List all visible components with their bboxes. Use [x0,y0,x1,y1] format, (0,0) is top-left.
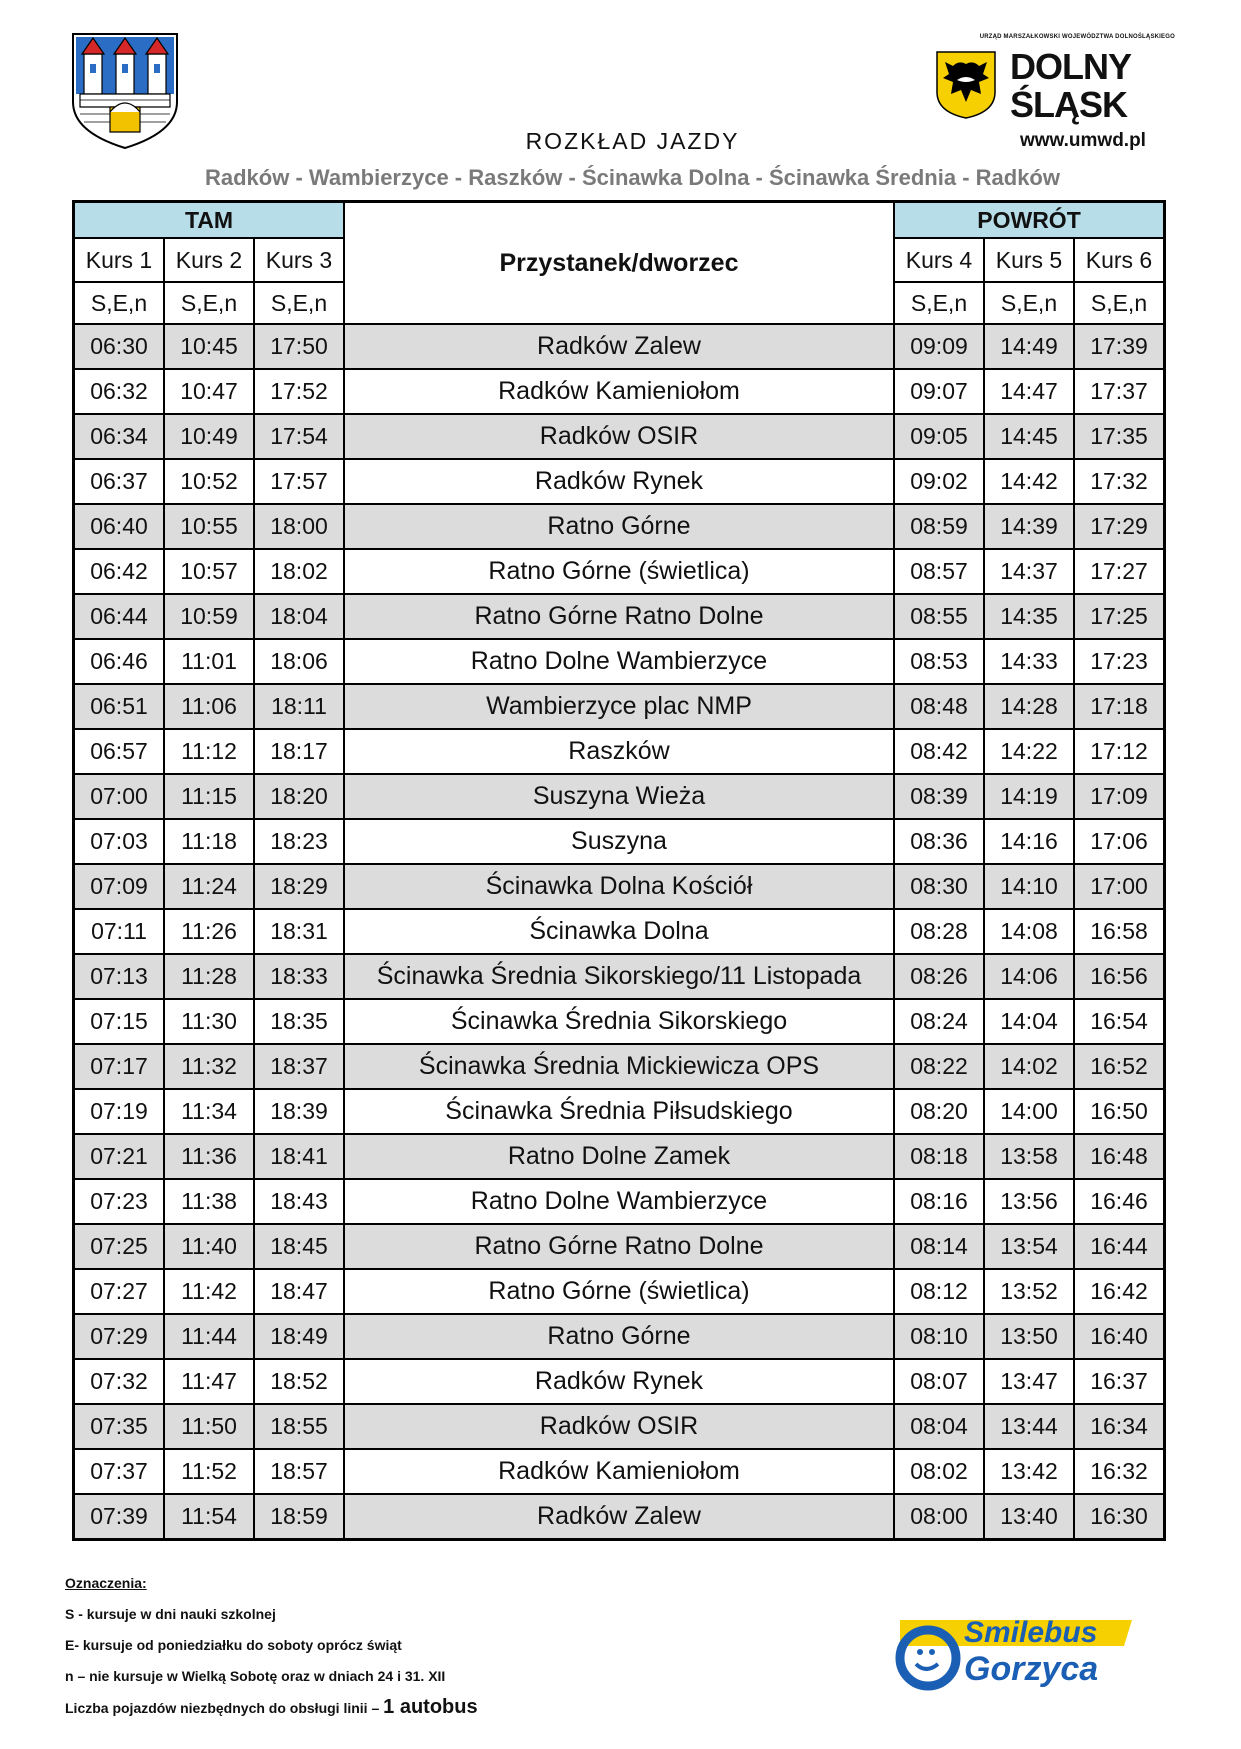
departure-time-cell: 10:55 [164,504,254,549]
departure-time-cell: 08:14 [894,1224,984,1269]
stop-name-cell: Ratno Górne Ratno Dolne [344,1224,894,1269]
page-title: ROZKŁAD JAZDY [525,128,740,154]
departure-time-cell: 07:32 [74,1359,165,1404]
departure-time-cell: 17:06 [1074,819,1165,864]
stop-name-cell: Ratno Dolne Zamek [344,1134,894,1179]
stop-name-cell: Ratno Górne (świetlica) [344,549,894,594]
departure-time-cell: 18:55 [254,1404,344,1449]
departure-time-cell: 17:37 [1074,369,1165,414]
departure-time-cell: 16:52 [1074,1044,1165,1089]
departure-time-cell: 18:47 [254,1269,344,1314]
departure-time-cell: 14:19 [984,774,1074,819]
stop-name-cell: Radków Kamieniołom [344,1449,894,1494]
departure-time-cell: 16:44 [1074,1224,1165,1269]
departure-time-cell: 16:37 [1074,1359,1165,1404]
departure-time-cell: 08:42 [894,729,984,774]
table-row [74,1494,1165,1540]
departure-time-cell: 11:36 [164,1134,254,1179]
departure-time-cell: 07:19 [74,1089,165,1134]
departure-time-cell: 14:49 [984,324,1074,369]
departure-time-cell: 08:30 [894,864,984,909]
departure-time-cell: 10:49 [164,414,254,459]
departure-time-cell: 14:02 [984,1044,1074,1089]
departure-time-cell: 18:17 [254,729,344,774]
departure-time-cell: 17:00 [1074,864,1165,909]
departure-time-cell: 18:52 [254,1359,344,1404]
kurs-2-header: Kurs 2 [164,238,254,282]
departure-time-cell: 17:39 [1074,324,1165,369]
departure-time-cell: 07:39 [74,1494,165,1540]
departure-time-cell: 07:27 [74,1269,165,1314]
stop-name-cell: Ratno Dolne Wambierzyce [344,1179,894,1224]
departure-time-cell: 16:48 [1074,1134,1165,1179]
powrot-header: POWRÓT [894,202,1165,239]
departure-time-cell: 17:57 [254,459,344,504]
departure-time-cell: 08:18 [894,1134,984,1179]
departure-time-cell: 11:54 [164,1494,254,1540]
departure-time-cell: 16:32 [1074,1449,1165,1494]
table-row [74,819,1165,864]
departure-time-cell: 08:00 [894,1494,984,1540]
smilebus-logo [892,1602,1137,1692]
departure-time-cell: 11:30 [164,999,254,1044]
departure-time-cell: 08:12 [894,1269,984,1314]
table-row [74,729,1165,774]
table-row [74,1134,1165,1179]
stop-name-cell: Ratno Górne (świetlica) [344,1269,894,1314]
table-row [74,1089,1165,1134]
legend-e: E- kursuje od poniedziałku do soboty oprócz świąt [65,1637,402,1653]
table-row [74,999,1165,1044]
departure-time-cell: 18:41 [254,1134,344,1179]
stop-name-cell: Ścinawka Średnia Piłsudskiego [344,1089,894,1134]
departure-time-cell: 06:57 [74,729,165,774]
stop-name-cell: Ratno Górne [344,1314,894,1359]
departure-time-cell: 08:24 [894,999,984,1044]
departure-time-cell: 14:37 [984,549,1074,594]
kurs-4-header: Kurs 4 [894,238,984,282]
departure-time-cell: 14:10 [984,864,1074,909]
departure-time-cell: 13:58 [984,1134,1074,1179]
departure-time-cell: 06:30 [74,324,165,369]
departure-time-cell: 14:06 [984,954,1074,999]
departure-time-cell: 11:52 [164,1449,254,1494]
departure-time-cell: 18:11 [254,684,344,729]
departure-time-cell: 14:47 [984,369,1074,414]
departure-time-cell: 18:37 [254,1044,344,1089]
table-row [74,1269,1165,1314]
departure-time-cell: 13:56 [984,1179,1074,1224]
legend-n: n – nie kursuje w Wielką Sobotę oraz w dniach 24 i 31. XII [65,1668,446,1684]
days-kurs-4: S,E,n [894,282,984,324]
departure-time-cell: 07:15 [74,999,165,1044]
departure-time-cell: 14:04 [984,999,1074,1044]
departure-time-cell: 14:39 [984,504,1074,549]
departure-time-cell: 17:12 [1074,729,1165,774]
departure-time-cell: 07:17 [74,1044,165,1089]
departure-time-cell: 18:33 [254,954,344,999]
table-row [74,1044,1165,1089]
departure-time-cell: 07:00 [74,774,165,819]
days-kurs-1: S,E,n [74,282,165,324]
stop-name-cell: Ścinawka Dolna Kościół [344,864,894,909]
departure-time-cell: 18:35 [254,999,344,1044]
departure-time-cell: 08:04 [894,1404,984,1449]
departure-time-cell: 14:16 [984,819,1074,864]
departure-time-cell: 18:23 [254,819,344,864]
table-row [74,1449,1165,1494]
stop-name-cell: Raszków [344,729,894,774]
table-row [74,504,1165,549]
departure-time-cell: 11:44 [164,1314,254,1359]
table-row [74,324,1165,369]
table-row [74,1359,1165,1404]
departure-time-cell: 08:57 [894,549,984,594]
departure-time-cell: 16:56 [1074,954,1165,999]
table-row [74,1179,1165,1224]
departure-time-cell: 11:01 [164,639,254,684]
departure-time-cell: 16:54 [1074,999,1165,1044]
departure-time-cell: 07:21 [74,1134,165,1179]
departure-time-cell: 14:08 [984,909,1074,954]
departure-time-cell: 06:34 [74,414,165,459]
legend [65,1568,478,1724]
departure-time-cell: 17:29 [1074,504,1165,549]
departure-time-cell: 17:09 [1074,774,1165,819]
departure-time-cell: 17:25 [1074,594,1165,639]
departure-time-cell: 07:35 [74,1404,165,1449]
departure-time-cell: 16:46 [1074,1179,1165,1224]
timetable [72,200,1166,1541]
stop-name-cell: Radków Zalew [344,324,894,369]
departure-time-cell: 09:05 [894,414,984,459]
table-row [74,414,1165,459]
departure-time-cell: 07:11 [74,909,165,954]
departure-time-cell: 08:16 [894,1179,984,1224]
departure-time-cell: 08:20 [894,1089,984,1134]
departure-time-cell: 18:04 [254,594,344,639]
table-row [74,909,1165,954]
stop-name-cell: Radków Rynek [344,1359,894,1404]
departure-time-cell: 11:12 [164,729,254,774]
days-kurs-6: S,E,n [1074,282,1165,324]
smilebus-line1: Smilebus [964,1616,1098,1649]
departure-time-cell: 17:50 [254,324,344,369]
departure-time-cell: 11:50 [164,1404,254,1449]
departure-time-cell: 07:25 [74,1224,165,1269]
stop-name-cell: Ścinawka Dolna [344,909,894,954]
departure-time-cell: 08:22 [894,1044,984,1089]
departure-time-cell: 06:40 [74,504,165,549]
departure-time-cell: 11:38 [164,1179,254,1224]
table-row [74,1314,1165,1359]
departure-time-cell: 11:06 [164,684,254,729]
tam-header: TAM [74,202,345,239]
table-row [74,549,1165,594]
table-row [74,864,1165,909]
departure-time-cell: 14:45 [984,414,1074,459]
departure-time-cell: 08:53 [894,639,984,684]
departure-time-cell: 11:40 [164,1224,254,1269]
departure-time-cell: 17:35 [1074,414,1165,459]
departure-time-cell: 18:29 [254,864,344,909]
departure-time-cell: 08:28 [894,909,984,954]
departure-time-cell: 14:22 [984,729,1074,774]
table-row [74,594,1165,639]
stop-name-cell: Radków OSIR [344,1404,894,1449]
departure-time-cell: 10:45 [164,324,254,369]
departure-time-cell: 13:42 [984,1449,1074,1494]
departure-time-cell: 18:06 [254,639,344,684]
table-row [74,1404,1165,1449]
departure-time-cell: 10:52 [164,459,254,504]
stop-name-cell: Radków Zalew [344,1494,894,1540]
departure-time-cell: 07:09 [74,864,165,909]
departure-time-cell: 06:32 [74,369,165,414]
departure-time-cell: 17:18 [1074,684,1165,729]
departure-time-cell: 07:03 [74,819,165,864]
departure-time-cell: 11:47 [164,1359,254,1404]
umwd-url: www.umwd.pl [1020,130,1146,151]
departure-time-cell: 06:46 [74,639,165,684]
dolny-slask-name: DOLNY ŚLĄSK [1010,46,1131,125]
departure-time-cell: 08:55 [894,594,984,639]
departure-time-cell: 11:28 [164,954,254,999]
departure-time-cell: 07:29 [74,1314,165,1359]
departure-time-cell: 16:30 [1074,1494,1165,1540]
departure-time-cell: 10:59 [164,594,254,639]
stop-name-cell: Radków OSIR [344,414,894,459]
table-row [74,639,1165,684]
days-kurs-2: S,E,n [164,282,254,324]
departure-time-cell: 18:02 [254,549,344,594]
departure-time-cell: 17:27 [1074,549,1165,594]
departure-time-cell: 11:32 [164,1044,254,1089]
departure-time-cell: 18:00 [254,504,344,549]
departure-time-cell: 09:09 [894,324,984,369]
kurs-3-header: Kurs 3 [254,238,344,282]
departure-time-cell: 11:15 [164,774,254,819]
departure-time-cell: 18:49 [254,1314,344,1359]
departure-time-cell: 16:40 [1074,1314,1165,1359]
departure-time-cell: 08:26 [894,954,984,999]
departure-time-cell: 13:52 [984,1269,1074,1314]
stop-name-cell: Ratno Dolne Wambierzyce [344,639,894,684]
departure-time-cell: 09:02 [894,459,984,504]
table-row [74,369,1165,414]
departure-time-cell: 07:23 [74,1179,165,1224]
departure-time-cell: 10:47 [164,369,254,414]
departure-time-cell: 07:13 [74,954,165,999]
eagle-emblem-icon [935,50,997,120]
departure-time-cell: 18:45 [254,1224,344,1269]
stop-name-cell: Ratno Górne [344,504,894,549]
departure-time-cell: 08:59 [894,504,984,549]
stop-column-header: Przystanek/dworzec [344,202,894,325]
departure-time-cell: 18:31 [254,909,344,954]
departure-time-cell: 16:58 [1074,909,1165,954]
departure-time-cell: 13:40 [984,1494,1074,1540]
departure-time-cell: 06:37 [74,459,165,504]
departure-time-cell: 17:23 [1074,639,1165,684]
departure-time-cell: 07:37 [74,1449,165,1494]
departure-time-cell: 18:43 [254,1179,344,1224]
departure-time-cell: 08:10 [894,1314,984,1359]
departure-time-cell: 14:42 [984,459,1074,504]
departure-time-cell: 11:42 [164,1269,254,1314]
kurs-1-header: Kurs 1 [74,238,165,282]
departure-time-cell: 08:07 [894,1359,984,1404]
departure-time-cell: 11:34 [164,1089,254,1134]
table-row [74,1224,1165,1269]
table-row [74,684,1165,729]
departure-time-cell: 18:59 [254,1494,344,1540]
departure-time-cell: 11:18 [164,819,254,864]
smilebus-line2: Gorzyca [964,1650,1099,1688]
departure-time-cell: 08:39 [894,774,984,819]
stop-name-cell: Suszyna [344,819,894,864]
days-kurs-5: S,E,n [984,282,1074,324]
stop-name-cell: Radków Rynek [344,459,894,504]
stop-name-cell: Wambierzyce plac NMP [344,684,894,729]
departure-time-cell: 06:51 [74,684,165,729]
departure-time-cell: 13:47 [984,1359,1074,1404]
departure-time-cell: 13:50 [984,1314,1074,1359]
days-kurs-3: S,E,n [254,282,344,324]
departure-time-cell: 17:54 [254,414,344,459]
departure-time-cell: 10:57 [164,549,254,594]
table-row [74,954,1165,999]
stop-name-cell: Radków Kamieniołom [344,369,894,414]
stop-name-cell: Ścinawka Średnia Sikorskiego [344,999,894,1044]
dolny-slask-logo [935,34,1175,154]
departure-time-cell: 08:36 [894,819,984,864]
departure-time-cell: 16:42 [1074,1269,1165,1314]
departure-time-cell: 18:39 [254,1089,344,1134]
stop-name-cell: Ścinawka Średnia Sikorskiego/11 Listopada [344,954,894,999]
departure-time-cell: 06:42 [74,549,165,594]
departure-time-cell: 14:33 [984,639,1074,684]
table-row [74,459,1165,504]
departure-time-cell: 14:35 [984,594,1074,639]
departure-time-cell: 17:32 [1074,459,1165,504]
stop-name-cell: Ratno Górne Ratno Dolne [344,594,894,639]
departure-time-cell: 11:26 [164,909,254,954]
departure-time-cell: 09:07 [894,369,984,414]
departure-time-cell: 11:24 [164,864,254,909]
kurs-5-header: Kurs 5 [984,238,1074,282]
stop-name-cell: Suszyna Wieża [344,774,894,819]
departure-time-cell: 14:28 [984,684,1074,729]
marshal-office-label: URZĄD MARSZAŁKOWSKI WOJEWÓDZTWA DOLNOŚLĄSKIEGO [979,34,1175,40]
departure-time-cell: 13:44 [984,1404,1074,1449]
legend-s: S - kursuje w dni nauki szkolnej [65,1606,276,1622]
departure-time-cell: 08:48 [894,684,984,729]
departure-time-cell: 16:34 [1074,1404,1165,1449]
departure-time-cell: 06:44 [74,594,165,639]
departure-time-cell: 16:50 [1074,1089,1165,1134]
route-subtitle: Radków - Wambierzyce - Raszków - Ścinawka Dolna - Ścinawka Średnia - Radków [205,165,1060,190]
departure-time-cell: 18:20 [254,774,344,819]
legend-vehicles: Liczba pojazdów niezbędnych do obsługi linii – 1 autobus [65,1696,478,1718]
stop-name-cell: Ścinawka Średnia Mickiewicza OPS [344,1044,894,1089]
kurs-6-header: Kurs 6 [1074,238,1165,282]
departure-time-cell: 18:57 [254,1449,344,1494]
departure-time-cell: 14:00 [984,1089,1074,1134]
departure-time-cell: 17:52 [254,369,344,414]
table-row [74,774,1165,819]
legend-title: Oznaczenia: [65,1575,147,1591]
departure-time-cell: 13:54 [984,1224,1074,1269]
departure-time-cell: 08:02 [894,1449,984,1494]
